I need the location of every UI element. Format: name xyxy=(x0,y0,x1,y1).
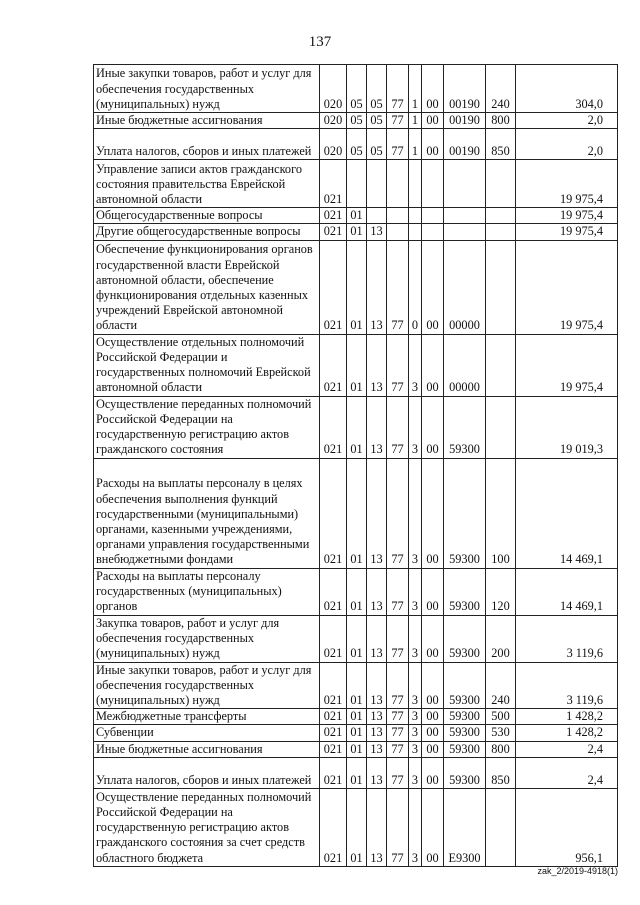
row-csr-program: 77 xyxy=(387,741,409,757)
row-csr-direction: 59300 xyxy=(444,662,486,709)
row-ved: 021 xyxy=(320,725,347,741)
table-row xyxy=(94,662,618,709)
row-pr: 13 xyxy=(367,396,387,458)
row-csr-main: 00 xyxy=(422,741,444,757)
row-csr-subprogram: 1 xyxy=(409,129,422,160)
row-csr-main: 00 xyxy=(422,725,444,741)
row-ved: 021 xyxy=(320,615,347,662)
row-ved: 021 xyxy=(320,224,347,240)
row-csr-program: 77 xyxy=(387,396,409,458)
row-vr: 800 xyxy=(486,741,516,757)
row-vr: 800 xyxy=(486,113,516,129)
row-name: Иные бюджетные ассигнования xyxy=(94,113,320,129)
page-number: 137 xyxy=(308,34,332,50)
table-row xyxy=(94,396,618,458)
row-vr xyxy=(486,240,516,334)
row-rz: 01 xyxy=(347,334,367,396)
row-csr-direction: 59300 xyxy=(444,757,486,788)
row-rz: 01 xyxy=(347,396,367,458)
row-vr: 100 xyxy=(486,458,516,568)
row-csr-subprogram: 3 xyxy=(409,568,422,615)
row-csr-direction: 59300 xyxy=(444,396,486,458)
row-csr-program: 77 xyxy=(387,65,409,113)
row-name: Расходы на выплаты персоналу государственных (муниципальных) органов xyxy=(94,568,320,615)
row-vr: 850 xyxy=(486,129,516,160)
row-csr-main: 00 xyxy=(422,129,444,160)
row-csr-main: 00 xyxy=(422,757,444,788)
row-csr-direction: 59300 xyxy=(444,615,486,662)
row-csr-direction: 00190 xyxy=(444,129,486,160)
row-ved: 021 xyxy=(320,741,347,757)
row-sum: 19 975,4 xyxy=(516,208,618,224)
row-vr xyxy=(486,224,516,240)
row-csr-direction: 00190 xyxy=(444,65,486,113)
table-row xyxy=(94,208,618,224)
row-csr-direction: 00190 xyxy=(444,113,486,129)
row-csr-direction: 00000 xyxy=(444,240,486,334)
row-rz: 05 xyxy=(347,113,367,129)
table-row xyxy=(94,129,618,160)
table-row xyxy=(94,757,618,788)
row-csr-subprogram: 3 xyxy=(409,615,422,662)
row-pr: 13 xyxy=(367,725,387,741)
row-vr: 120 xyxy=(486,568,516,615)
row-csr-main: 00 xyxy=(422,396,444,458)
row-pr xyxy=(367,208,387,224)
row-vr xyxy=(486,160,516,208)
row-sum: 304,0 xyxy=(516,65,618,113)
table-row xyxy=(94,568,618,615)
row-csr-main: 00 xyxy=(422,788,444,866)
table-row xyxy=(94,65,618,113)
row-name: Субвенции xyxy=(94,725,320,741)
row-pr: 13 xyxy=(367,568,387,615)
budget-table xyxy=(93,64,618,867)
row-sum: 3 119,6 xyxy=(516,615,618,662)
row-csr-direction: 00000 xyxy=(444,334,486,396)
row-sum: 19 975,4 xyxy=(516,334,618,396)
row-name: Расходы на выплаты персоналу в целях обеспечения выполнения функций государственными (муниципальными) органами, казенными учреждениями, органами управления государственными внебюджетными фондами xyxy=(94,458,320,568)
row-rz: 01 xyxy=(347,224,367,240)
row-csr-main: 00 xyxy=(422,334,444,396)
row-csr-subprogram xyxy=(409,208,422,224)
row-csr-direction: 59300 xyxy=(444,725,486,741)
row-rz: 01 xyxy=(347,741,367,757)
row-rz: 01 xyxy=(347,568,367,615)
row-csr-direction xyxy=(444,160,486,208)
row-csr-main: 00 xyxy=(422,65,444,113)
row-ved: 021 xyxy=(320,757,347,788)
row-csr-subprogram: 3 xyxy=(409,662,422,709)
table-row xyxy=(94,224,618,240)
row-vr: 240 xyxy=(486,65,516,113)
row-vr: 200 xyxy=(486,615,516,662)
row-pr: 13 xyxy=(367,458,387,568)
row-sum: 19 975,4 xyxy=(516,160,618,208)
row-csr-subprogram: 3 xyxy=(409,396,422,458)
row-csr-program: 77 xyxy=(387,458,409,568)
row-rz: 01 xyxy=(347,458,367,568)
row-csr-program: 77 xyxy=(387,725,409,741)
row-sum: 2,0 xyxy=(516,113,618,129)
row-name: Иные бюджетные ассигнования xyxy=(94,741,320,757)
row-csr-main: 00 xyxy=(422,709,444,725)
row-pr: 13 xyxy=(367,709,387,725)
row-vr: 850 xyxy=(486,757,516,788)
row-csr-subprogram: 3 xyxy=(409,741,422,757)
row-rz: 01 xyxy=(347,709,367,725)
row-ved: 021 xyxy=(320,208,347,224)
row-pr: 05 xyxy=(367,113,387,129)
row-csr-main: 00 xyxy=(422,458,444,568)
row-csr-subprogram xyxy=(409,224,422,240)
row-name: Иные закупки товаров, работ и услуг для обеспечения государственных (муниципальных) нужд xyxy=(94,65,320,113)
row-pr: 13 xyxy=(367,757,387,788)
row-ved: 021 xyxy=(320,788,347,866)
row-pr: 13 xyxy=(367,741,387,757)
row-pr: 13 xyxy=(367,615,387,662)
row-pr: 13 xyxy=(367,788,387,866)
row-csr-main: 00 xyxy=(422,615,444,662)
row-csr-subprogram xyxy=(409,160,422,208)
row-csr-direction xyxy=(444,224,486,240)
row-pr: 05 xyxy=(367,129,387,160)
row-rz: 01 xyxy=(347,788,367,866)
row-ved: 021 xyxy=(320,396,347,458)
row-sum: 956,1 xyxy=(516,788,618,866)
row-sum: 1 428,2 xyxy=(516,709,618,725)
row-sum: 19 019,3 xyxy=(516,396,618,458)
row-csr-main: 00 xyxy=(422,240,444,334)
row-name: Осуществление переданных полномочий Российской Федерации на государственную регистрацию актов гражданского состояния xyxy=(94,396,320,458)
table-row xyxy=(94,709,618,725)
row-csr-program xyxy=(387,224,409,240)
row-rz: 01 xyxy=(347,615,367,662)
row-vr xyxy=(486,396,516,458)
row-pr: 13 xyxy=(367,662,387,709)
row-rz xyxy=(347,160,367,208)
row-csr-main xyxy=(422,160,444,208)
row-name: Уплата налогов, сборов и иных платежей xyxy=(94,129,320,160)
row-csr-direction: 59300 xyxy=(444,458,486,568)
row-csr-subprogram: 3 xyxy=(409,709,422,725)
row-csr-subprogram: 3 xyxy=(409,458,422,568)
row-csr-direction: 59300 xyxy=(444,568,486,615)
row-csr-direction: 59300 xyxy=(444,709,486,725)
row-sum: 19 975,4 xyxy=(516,240,618,334)
table-row xyxy=(94,458,618,568)
row-vr: 240 xyxy=(486,662,516,709)
row-csr-subprogram: 3 xyxy=(409,334,422,396)
row-rz: 01 xyxy=(347,757,367,788)
row-rz: 05 xyxy=(347,65,367,113)
row-name: Обеспечение функционирования органов государственной власти Еврейской автономной области, обеспечение функционирования отдельных казенных учреждений Еврейской автономной области xyxy=(94,240,320,334)
row-name: Осуществление отдельных полномочий Российской Федерации и государственных полномочий Еврейской автономной области xyxy=(94,334,320,396)
row-ved: 021 xyxy=(320,334,347,396)
row-pr: 13 xyxy=(367,240,387,334)
row-ved: 021 xyxy=(320,568,347,615)
row-csr-program: 77 xyxy=(387,709,409,725)
row-ved: 021 xyxy=(320,709,347,725)
table-row xyxy=(94,160,618,208)
row-name: Другие общегосударственные вопросы xyxy=(94,224,320,240)
row-ved: 020 xyxy=(320,65,347,113)
row-sum: 14 469,1 xyxy=(516,568,618,615)
row-name: Осуществление переданных полномочий Российской Федерации на государственную регистрацию актов гражданского состояния за счет средств областного бюджета xyxy=(94,788,320,866)
row-ved: 021 xyxy=(320,240,347,334)
row-csr-direction: 59300 xyxy=(444,741,486,757)
row-csr-subprogram: 1 xyxy=(409,113,422,129)
row-csr-main: 00 xyxy=(422,568,444,615)
row-rz: 05 xyxy=(347,129,367,160)
table-row xyxy=(94,615,618,662)
row-sum: 14 469,1 xyxy=(516,458,618,568)
row-pr xyxy=(367,160,387,208)
row-pr: 13 xyxy=(367,334,387,396)
row-csr-direction xyxy=(444,208,486,224)
row-csr-program: 77 xyxy=(387,757,409,788)
row-csr-main xyxy=(422,208,444,224)
table-row xyxy=(94,334,618,396)
row-name: Уплата налогов, сборов и иных платежей xyxy=(94,757,320,788)
row-csr-main: 00 xyxy=(422,113,444,129)
budget-table-body xyxy=(94,65,618,867)
row-csr-direction: Е9300 xyxy=(444,788,486,866)
row-sum: 2,4 xyxy=(516,741,618,757)
row-pr: 05 xyxy=(367,65,387,113)
table-row xyxy=(94,240,618,334)
table-row xyxy=(94,741,618,757)
row-csr-program: 77 xyxy=(387,615,409,662)
row-csr-subprogram: 3 xyxy=(409,788,422,866)
row-rz: 01 xyxy=(347,725,367,741)
row-name: Иные закупки товаров, работ и услуг для обеспечения государственных (муниципальных) нужд xyxy=(94,662,320,709)
row-rz: 01 xyxy=(347,208,367,224)
row-sum: 1 428,2 xyxy=(516,725,618,741)
row-vr xyxy=(486,334,516,396)
row-csr-subprogram: 3 xyxy=(409,757,422,788)
row-csr-subprogram: 0 xyxy=(409,240,422,334)
row-vr: 500 xyxy=(486,709,516,725)
row-ved: 021 xyxy=(320,458,347,568)
row-csr-program: 77 xyxy=(387,129,409,160)
row-pr: 13 xyxy=(367,224,387,240)
footer-document-code: zak_2/2019-4918(1) xyxy=(537,866,618,876)
row-sum: 2,0 xyxy=(516,129,618,160)
row-csr-program xyxy=(387,208,409,224)
row-csr-main: 00 xyxy=(422,662,444,709)
row-rz: 01 xyxy=(347,240,367,334)
row-sum: 2,4 xyxy=(516,757,618,788)
row-rz: 01 xyxy=(347,662,367,709)
table-row xyxy=(94,113,618,129)
row-csr-program: 77 xyxy=(387,568,409,615)
row-ved: 020 xyxy=(320,129,347,160)
row-csr-subprogram: 3 xyxy=(409,725,422,741)
table-row xyxy=(94,788,618,866)
row-ved: 020 xyxy=(320,113,347,129)
row-csr-program: 77 xyxy=(387,113,409,129)
row-ved: 021 xyxy=(320,662,347,709)
row-name: Закупка товаров, работ и услуг для обеспечения государственных (муниципальных) нужд xyxy=(94,615,320,662)
row-csr-program: 77 xyxy=(387,662,409,709)
row-csr-program xyxy=(387,160,409,208)
row-csr-main xyxy=(422,224,444,240)
row-csr-subprogram: 1 xyxy=(409,65,422,113)
row-csr-program: 77 xyxy=(387,788,409,866)
row-name: Межбюджетные трансферты xyxy=(94,709,320,725)
row-csr-program: 77 xyxy=(387,334,409,396)
row-vr: 530 xyxy=(486,725,516,741)
row-name: Общегосударственные вопросы xyxy=(94,208,320,224)
row-vr xyxy=(486,208,516,224)
row-ved: 021 xyxy=(320,160,347,208)
row-vr xyxy=(486,788,516,866)
row-sum: 3 119,6 xyxy=(516,662,618,709)
row-csr-program: 77 xyxy=(387,240,409,334)
row-name: Управление записи актов гражданского состояния правительства Еврейской автономной области xyxy=(94,160,320,208)
table-row xyxy=(94,725,618,741)
row-sum: 19 975,4 xyxy=(516,224,618,240)
